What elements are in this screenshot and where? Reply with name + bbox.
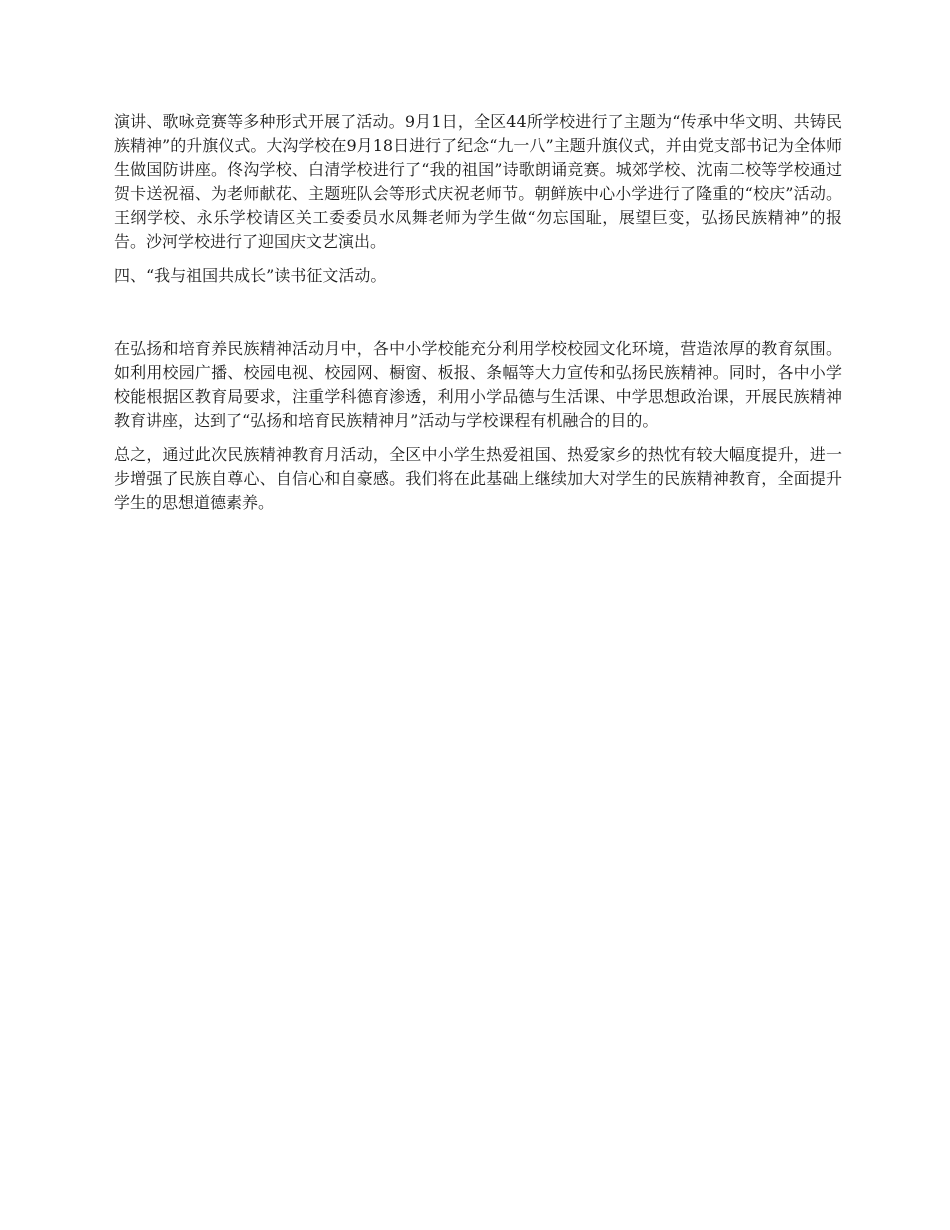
- section-spacer: [114, 288, 842, 337]
- document-page: [114, 110, 842, 525]
- section-heading-reading-essay: 四、“我与祖国共成长”读书征文活动。: [114, 266, 387, 285]
- body-paragraph-campus-culture: 在弘扬和培育养民族精神活动月中，各中小学校能充分利用学校校园文化环境，营造浓厚的教育氛围。如利用校园广播、校园电视、校园网、橱窗、板报、条幅等大力宣传和弘扬民族精神。同时，各中小学校能根据区教育局要求，注重学科德育渗透，利用小学品德与生活课、中学思想政治课，开展民族精神教育讲座，达到了“弘扬和培育民族精神月”活动与学校课程有机融合的目的。: [114, 339, 842, 430]
- body-paragraph-conclusion: 总之，通过此次民族精神教育月活动，全区中小学生热爱祖国、热爱家乡的热忱有较大幅度提升，进一步增强了民族自尊心、自信心和自豪感。我们将在此基础上继续加大对学生的民族精神教育，全面提升学生的思想道德素养。: [114, 445, 842, 512]
- body-paragraph-activities: 演讲、歌咏竞赛等多种形式开展了活动。9月1日，全区44所学校进行了主题为“传承中华文明、共铸民族精神”的升旗仪式。大沟学校在9月18日进行了纪念“九一八”主题升旗仪式，并由党支部书记为全体师生做国防讲座。佟沟学校、白清学校进行了“我的祖国”诗歌朗诵竞赛。城郊学校、沈南二校等学校通过贺卡送祝福、为老师献花、主题班队会等形式庆祝老师节。朝鲜族中心小学进行了隆重的“校庆”活动。王纲学校、永乐学校请区关工委委员水凤舞老师为学生做“勿忘国耻，展望巨变，弘扬民族精神”的报告。沙河学校进行了迎国庆文艺演出。: [114, 112, 842, 251]
